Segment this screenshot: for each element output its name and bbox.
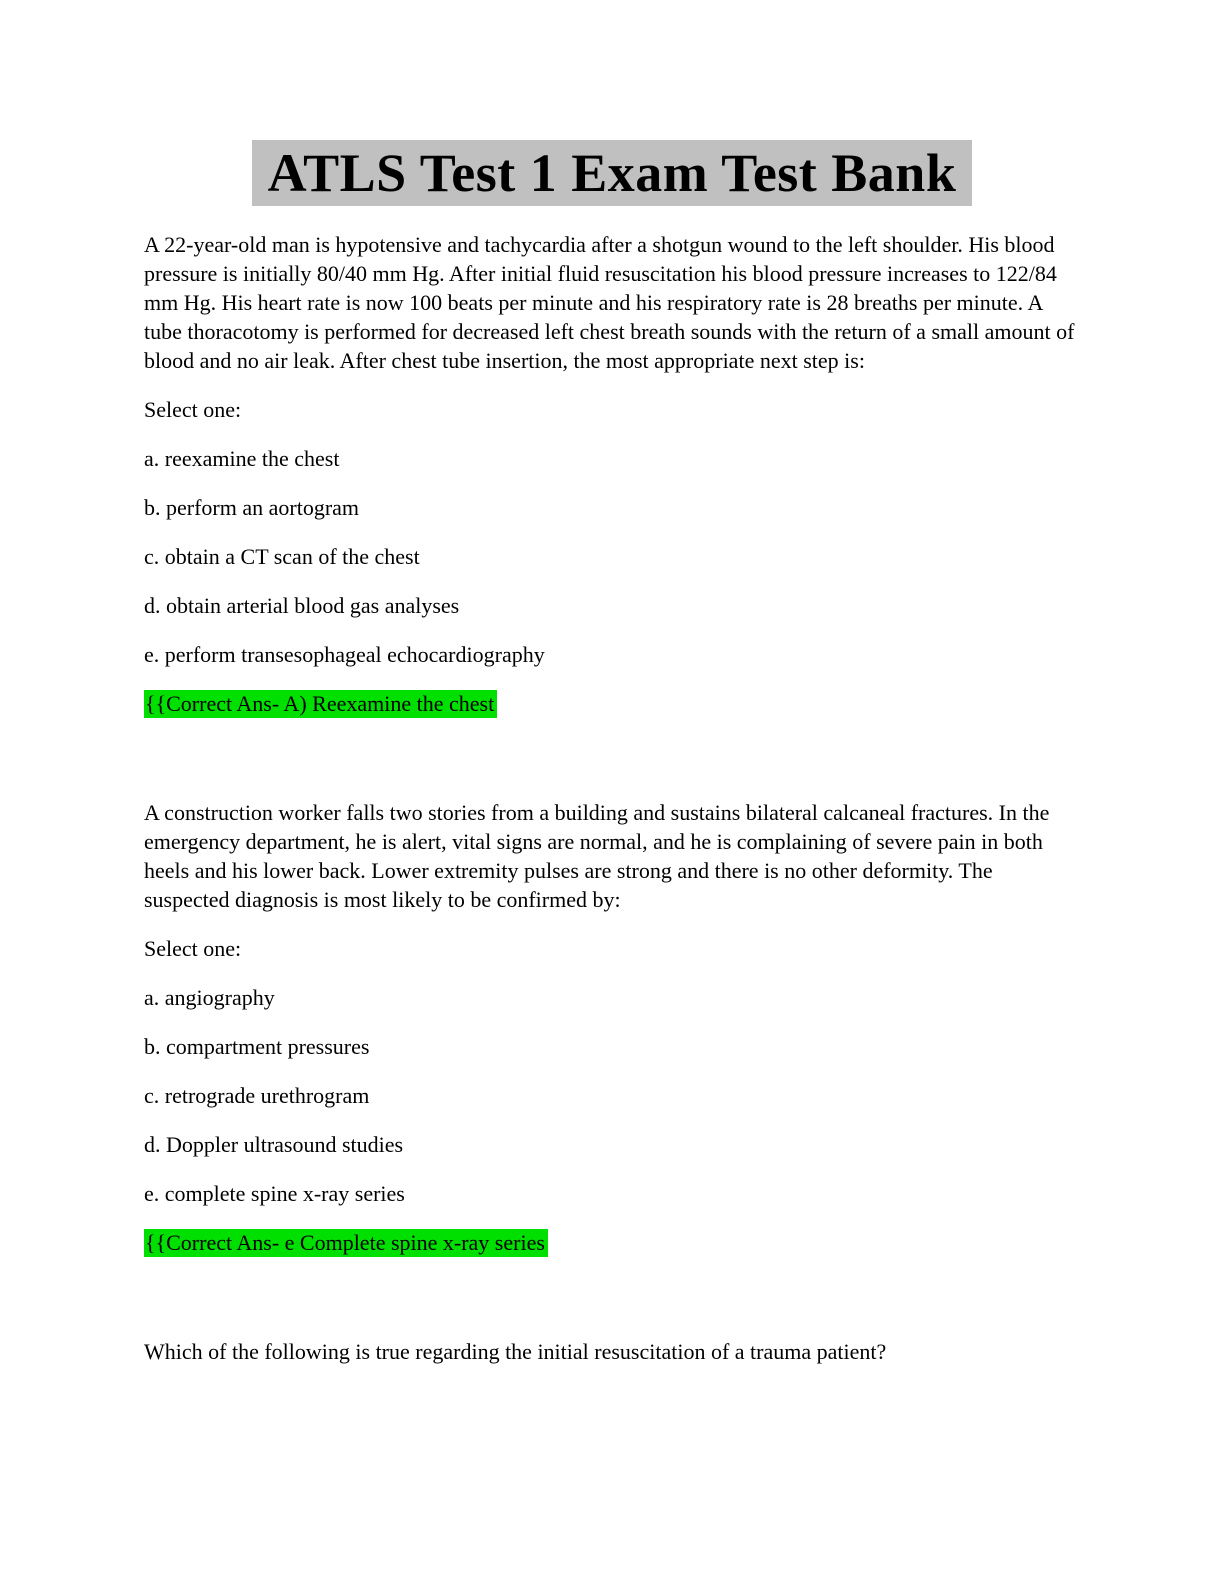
question-stem: A 22-year-old man is hypotensive and tachycardia after a shotgun wound to the left shoulder. His blood pressure is initially 80/40 mm Hg. After initial fluid resuscitation his blood pressure increases to 122/84 mm Hg. His heart rate is now 100 beats per minute and his respiratory rate is 28 breaths per minute. A tube thoracotomy is performed for decreased left chest breath sounds with the return of a small amount of blood and no air leak. After chest tube insertion, the most appropriate next step is: (144, 232, 1075, 373)
correct-answer-line (144, 689, 1080, 718)
trailing-question: Which of the following is true regarding the initial resuscitation of a trauma patient? (144, 1339, 887, 1364)
document-title: ATLS Test 1 Exam Test Bank (252, 140, 973, 206)
option-d: d. obtain arterial blood gas analyses (144, 593, 460, 618)
correct-answer-highlight: {{Correct Ans- e Complete spine x-ray series (144, 1229, 548, 1257)
question-block-2 (144, 798, 1080, 1257)
option-c: c. retrograde urethrogram (144, 1083, 370, 1108)
correct-answer-line (144, 1228, 1080, 1257)
select-one-label: Select one: (144, 397, 242, 422)
option-b: b. compartment pressures (144, 1034, 370, 1059)
select-one-label: Select one: (144, 936, 242, 961)
correct-answer-highlight: {{Correct Ans- A) Reexamine the chest (144, 690, 497, 718)
question-stem: A construction worker falls two stories from a building and sustains bilateral calcaneal fractures. In the emergency department, he is alert, vital signs are normal, and he is complaining of severe pain in both heels and his lower back. Lower extremity pulses are strong and there is no other deformity. The suspected diagnosis is most likely to be confirmed by: (144, 800, 1050, 912)
option-e: e. perform transesophageal echocardiography (144, 642, 545, 667)
option-a: a. angiography (144, 985, 275, 1010)
option-e: e. complete spine x-ray series (144, 1181, 405, 1206)
option-a: a. reexamine the chest (144, 446, 340, 471)
option-c: c. obtain a CT scan of the chest (144, 544, 420, 569)
question-gap (144, 738, 1080, 798)
question-block-1 (144, 230, 1080, 718)
option-d: d. Doppler ultrasound studies (144, 1132, 404, 1157)
question-gap (144, 1277, 1080, 1337)
option-b: b. perform an aortogram (144, 495, 360, 520)
document-title-row (144, 140, 1080, 206)
